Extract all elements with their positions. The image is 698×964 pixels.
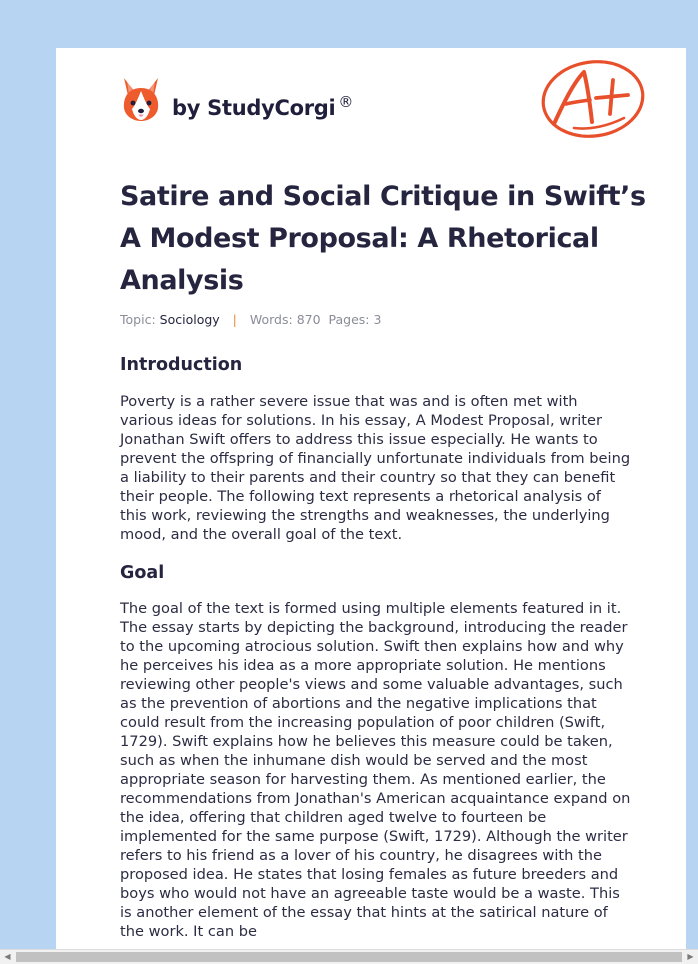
topic-link[interactable]: Sociology bbox=[159, 312, 220, 327]
section-text-goal: The goal of the text is formed using multiple elements featured in it. The essay starts by depicting the background, introducing the reader to the upcoming atrocious solution. Swift then explains how and why he perceives his idea as a more appropriate solution. He mentions reviewing other people's views and some valuable advantages, such as the prevention of abortions and the negative implications that could result from the increasing population of poor children (Swift, 1729). Swift explains how he believes this measure could be taken, such as when the inhumane dish would be served and the most appropriate season for harvesting them. As mentioned earlier, the recommendations from Jonathan's American acquaintance expand on the idea, offering that children aged twelve to fourteen be implemented for the same purpose (Swift, 1729). Although the writer refers to his friend as a lover of his country, he disagrees with the proposed idea. He states that losing females as future breeders and boys who would not have an agreeable taste would be a waste. This is another element of the essay that hints at the satirical nature of the work. It can be bbox=[120, 600, 631, 940]
section-text-introduction: Poverty is a rather severe issue that was and is often met with various ideas for solutions. In his essay, A Modest Proposal, writer Jonathan Swift offers to address this issue especially. He wants to prevent the offspring of financially unfortunate individuals from being a liability to their parents and their country so that they can benefit their people. The following text represents a rhetorical analysis of this work, reviewing the strengths and weaknesses, the underlying mood, and the overall goal of the text. bbox=[120, 393, 631, 543]
document-page bbox=[56, 48, 686, 950]
words-count: 870 bbox=[296, 312, 321, 327]
meta-separator: | bbox=[232, 312, 237, 327]
scroll-right-arrow-icon[interactable]: ▶ bbox=[687, 952, 694, 961]
a-plus-grade-icon bbox=[538, 58, 648, 140]
document-title: Satire and Social Critique in Swift’s A Modest Proposal: A Rhetorical Analysis bbox=[120, 181, 646, 296]
horizontal-scrollbar[interactable] bbox=[0, 949, 698, 964]
pages-count: 3 bbox=[373, 312, 382, 327]
corgi-mascot-icon bbox=[120, 76, 162, 122]
scrollbar-thumb[interactable] bbox=[16, 952, 682, 962]
section-heading-goal: Goal bbox=[120, 563, 165, 583]
studycorgi-logo[interactable] bbox=[120, 74, 353, 124]
document-meta bbox=[120, 312, 381, 327]
brand-name: by StudyCorgi ® bbox=[172, 92, 354, 120]
topic-label: Topic: bbox=[120, 312, 156, 327]
section-heading-introduction: Introduction bbox=[120, 355, 243, 375]
words-label: Words: bbox=[249, 312, 293, 327]
scroll-left-arrow-icon[interactable]: ◀ bbox=[4, 952, 11, 961]
pages-label: Pages: bbox=[328, 312, 370, 327]
